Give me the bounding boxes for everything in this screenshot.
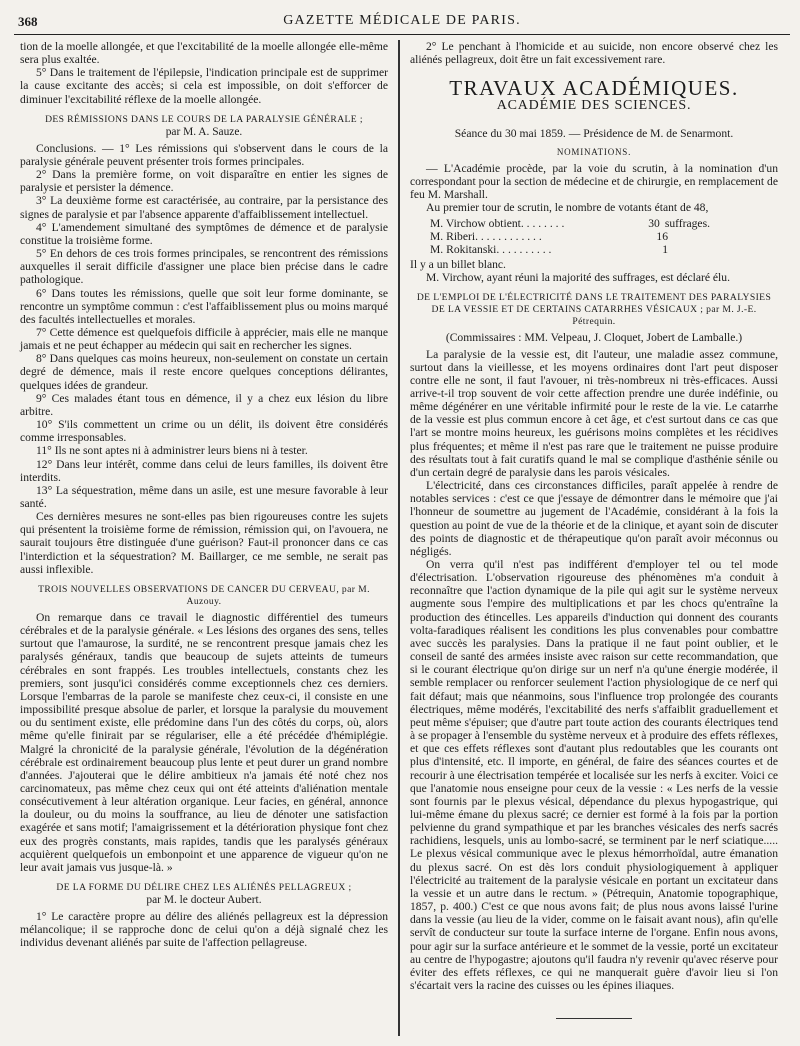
paragraph: 7° Cette démence est quelquefois difficile à apprécier, mais elle ne manque jamais et ne peut échapper au médecin qui sait en rechercher les signes. [20, 325, 388, 353]
paragraph: 13° La séquestration, même dans un asile, est une mesure favorable à leur santé. [20, 483, 388, 510]
vote-name: M. Riberi. . . . . . . . . . . . [430, 229, 542, 243]
section-title: DE LA FORME DU DÉLIRE CHEZ LES ALIÉNÉS PELLAGREUX ; [56, 882, 352, 894]
paragraph: 9° Ces malades étant tous en démence, il y a chez eux lésion du libre arbitre. [20, 391, 388, 418]
vote-table [430, 217, 778, 256]
paragraph: 5° Dans le traitement de l'épilepsie, l'indication principale est de supprimer la cause excitante des accès; si cela est impossible, on doit s'efforcer de diminuer l'excitabilité réflexe de la moelle allongée. [20, 66, 388, 106]
section-author: par M. A. Sauze. [165, 125, 243, 138]
paragraph: 1° Le caractère propre au délire des aliénés pellagreux est la dépression mélancolique; il se rapproche donc de celui qu'on a déjà signalé chez les individus devenant aliénés par suite de l'affection pellagreuse. [20, 910, 388, 950]
paragraph: Il y a un billet blanc. [410, 258, 506, 272]
section-heading-remissions [20, 114, 388, 139]
paragraph: 2° Dans la première forme, on voit disparaître en entier les signes de paralysie et persister la démence. [20, 168, 388, 195]
paragraph: 2° Le penchant à l'homicide et au suicide, non encore observé chez les aliénés pellagreux, doit être un fait excessivement rare. [410, 40, 778, 67]
left-column [20, 40, 388, 950]
section-title-travaux: TRAVAUX ACADÉMIQUES. [449, 76, 739, 101]
vote-row [430, 217, 710, 230]
page-number: 368 [18, 14, 38, 29]
paragraph: 11° Ils ne sont aptes ni à administrer leurs biens ni à tester. [36, 444, 308, 458]
paragraph: 6° Dans toutes les rémissions, quelle que soit leur forme dominante, se rencontre un symptôme commun : c'est l'affaiblissement plus ou moins marqué des facultés intellectuelles et morales. [20, 286, 388, 326]
page [14, 8, 790, 1038]
section-heading-cancer [20, 584, 388, 608]
paragraph: Conclusions. — 1° Les rémissions qui s'observent dans le cours de la paralysie générale peuvent présenter trois formes principales. [20, 141, 388, 168]
paragraph: 8° Dans quelques cas moins heureux, non-seulement on constate un certain degré de démence, mais il reste encore quelques conceptions délirantes, quelques idées de grandeur. [20, 352, 388, 392]
section-title: TROIS NOUVELLES OBSERVATIONS DE CANCER DU CERVEAU, par M. Auzouy. [38, 583, 370, 607]
vote-row [430, 230, 710, 243]
paragraph: 3° La deuxième forme est caractérisée, au contraire, par la persistance des signes de paralysie et par l'absence apparente d'affaiblissement intellectuel. [20, 194, 388, 221]
paragraph: On remarque dans ce travail le diagnostic différentiel des tumeurs cérébrales et de la paralysie générale. « Les lésions des organes des sens, telles surtout que l'amaurose, la surdité, ne se rencontrent presque jamais chez les paralysés généraux, tandis que beaucoup de sujets atteints de tumeurs cérébrales en sont frappés. Les troubles intellectuels, constants chez les premiers, sont jusqu'ici considérés comme exceptionnels chez ces derniers. Lorsque l'embarras de la parole se manifeste chez ceux-ci, il consiste en une impossibilité presque absolue de parler, et lorsque la paralysie du mouvement ou du sentiment existe, elle prédomine dans l'un des côtés du corps, où, alors même qu'elle finirait par se régulariser, elle a été précédée d'hémiplégie. Malgré la chronicité de la paralysie générale, l'évolution de la dégénération cérébrale est ordinairement beaucoup plus lente et peut durer un grand nombre d'années. J'ajouterai que le délire ambitieux n'a jamais été noté chez nos carcinomateux, pas même chez ceux qui ont été atteints d'aliénation mentale consécutivement à leur altération organique. Leur facies, en général, annonce la douleur, ou du moins la souffrance, au lieu de dénoter une satisfaction exagérée et sans motif; l'amaigrissement et la détérioration physique font chez eux des progrès constants, mais rapides, tandis que les paralysés généraux acquièrent quelquefois un embonpoint et une apparence de vigueur qu'on ne leur avait jamais vus jusque-là. » [20, 610, 388, 874]
section-heading-electricite [410, 292, 778, 328]
column-divider [398, 40, 400, 1036]
nominations-heading: NOMINATIONS. [556, 146, 632, 157]
academy-title: ACADÉMIE DES SCIENCES. [496, 98, 692, 114]
section-title: DE L'EMPLOI DE L'ÉLECTRICITÉ DANS LE TRAITEMENT DES PARALYSIES DE LA VESSIE ET DE CERTAINS CATARRHES VÉSICAUX ; par M. J.-E. Pétrequin. [416, 292, 772, 328]
end-rule [556, 1018, 632, 1019]
paragraph: Au premier tour de scrutin, le nombre de votants étant de 48, [426, 201, 709, 215]
commissaires-line: (Commissaires : MM. Velpeau, J. Cloquet, Jobert de Lamballe.) [445, 331, 743, 345]
paragraph: 12° Dans leur intérêt, comme dans celui de leurs familles, ils doivent être interdits. [20, 457, 388, 484]
vote-count: 1 [662, 242, 668, 256]
vote-row [430, 243, 710, 256]
section-title: DES RÉMISSIONS DANS LE COURS DE LA PARALYSIE GÉNÉRALE ; [45, 113, 363, 125]
paragraph: Ces dernières mesures ne sont-elles pas bien rigoureuses contre les sujets qui présentent la troisième forme de rémission, rémission qui, on l'avouera, ne saurait toujours être distinguée d'une guérison? Faut-il prononcer dans ce cas l'interdiction et la séquestration? M. Baillarger, ce me semble, ne serait pas aussi inflexible. [20, 510, 388, 576]
paragraph: L'électricité, dans ces circonstances difficiles, paraît appelée à rendre de notables services : c'est ce que j'essaye de démontrer dans le mémoire que j'ai l'honneur de soumettre au jugement de l'Académie, considérant à la fois la question au point de vue de la théorie et de la clinique, et ayant soin de discuter des points de diagnostic et de thérapeutique qu'on paraît avoir méconnus ou négligés. [410, 479, 778, 558]
journal-title: GAZETTE MÉDICALE DE PARIS. [283, 13, 521, 28]
paragraph: 10° S'ils commettent un crime ou un délit, ils doivent être considérés comme irresponsables. [20, 418, 388, 445]
paragraph: — L'Académie procède, par la voie du scrutin, à la nomination d'un correspondant pour la section de médecine et de chirurgie, en remplacement de feu M. Marshall. [410, 161, 778, 202]
paragraph: M. Virchow, ayant réuni la majorité des suffrages, est déclaré élu. [426, 271, 730, 285]
seance-line: Séance du 30 mai 1859. — Présidence de M. de Senarmont. [454, 126, 734, 140]
paragraph: 4° L'amendement simultané des symptômes de démence et de paralysie constitue la troisième forme. [20, 220, 388, 247]
paragraph: tion de la moelle allongée, et que l'excitabilité de la moelle allongée elle-même sera plus exaltée. [20, 40, 388, 67]
section-heading-delire [20, 882, 388, 907]
paragraph: On verra qu'il n'est pas indifférent d'employer tel ou tel mode d'électrisation. L'observation rigoureuse des phénomènes m'a conduit à reconnaître que l'action dynamique de la pile qui agit sur le système nerveux augmente sous l'empire des multiplications et par les chocs qu'entraîne la production des étincelles. Les appareils d'induction qui donnent des courants volta-faradiques réalisent les conditions les plus convenables pour combattre avec succès les paralysies. Dans la pratique il ne faut point oublier, et le conseil de santé des armées insiste avec raison sur cette recommandation, que si le courant électrique qu'on dirige sur un nerf n'a qu'une énergie modérée, il semble remplacer ou renforcer seulement l'action physiologique de ce nerf qui fait défaut; mais que néanmoins, sous l'influence trop prolongée des courants électriques, même modérés, l'excitabilité des nerfs s'affaiblit graduellement et peut même s'épuiser; que d'autre part toute action des courants électriques tend à se propager à l'ensemble du système nerveux et à produire des effets réflexes, et que ces effets réflexes sont d'autant plus redoutables que les courants ont plus d'intensité, etc. Il importe, en général, de faire des séances courtes et de recourir à une électrisation tempérée et localisée sur les nerfs à exciter. Voici ce que l'anatomie nous enseigne pour ceux de la vessie : « Les nerfs de la vessie sont fournis par le plexus vésical, dépendance du plexus hypogastrique, qui lui-même émane du plexus sacré; ce dernier est formé à la fois par la portion pelvienne du grand sympathique et par les branches vésicales des nerfs sacrés rachidiens, lesquels, unis au lombo-sacré, se terminent par le nerf sciatique..... Le plexus vésical communique avec le plexus hémorrhoïdal, autre émanation du plexus sacré. On est dès lors conduit physiologiquement à appliquer l'électricité au traitement de la paralysie vésicale en portant un excitateur dans la vessie et un autre dans le rectum. » (Pétrequin, Anatomie topographique, 1857, p. 400.) C'est ce que nous avons fait; de plus nous avons laissé l'urine dans la vessie (au lieu de la vider, comme on le faisait avant nous), afin qu'elle servît de conducteur sur toute la surface interne de l'organe. Enfin nous avons, pour agir sur la surface antérieure et le sommet de la vessie, porté un excitateur au centre de l'hypogastre; ajoutons qu'il faudra n'y revenir qu'avec réserve pour éviter des effets réflexes, ce qui ne manquerait guère d'avoir lieu si l'on s'écartait vers la racine des cuisses ou les épines iliaques. [410, 558, 778, 992]
vote-count: 30 [648, 216, 660, 230]
vote-count: 16 [656, 229, 668, 243]
section-author: par M. le docteur Aubert. [146, 894, 262, 907]
vote-unit: suffrages. [664, 216, 710, 230]
paragraph: 5° En dehors de ces trois formes principales, se rencontrent des rémissions auxquelles il serait difficile d'assigner une place bien précise dans le cadre pathologique. [20, 247, 388, 287]
vote-name: M. Rokitanski. . . . . . . . . . [430, 242, 552, 256]
right-column [410, 40, 778, 1019]
page-header [14, 8, 790, 35]
paragraph: La paralysie de la vessie est, dit l'auteur, une maladie assez commune, surtout dans la vieillesse, et les moyens ordinaires dont l'art peut disposer contre elle ne sont, il faut l'avouer, ni très-nombreux ni très-efficaces. Aussi arrive-t-il trop souvent de voir cette affection prendre une durée indéfinie, ou même dégénérer en une véritable infirmité pour le reste de la vie. Le catarrhe de la vessie est plus commun encore à cet âge, et c'est surtout dans ce cas que l'art se montre moins heureux, les guérisons moins complètes et les récidives plus fréquentes; et même il n'est pas rare que le traitement ne puisse produire des résultats tout à fait curatifs quand le mal se complique d'asthénie sénile ou d'un certain degré de paralysie dans les parois vésicales. [410, 347, 778, 479]
vote-name: M. Virchow obtient. . . . . . . . [430, 216, 565, 230]
